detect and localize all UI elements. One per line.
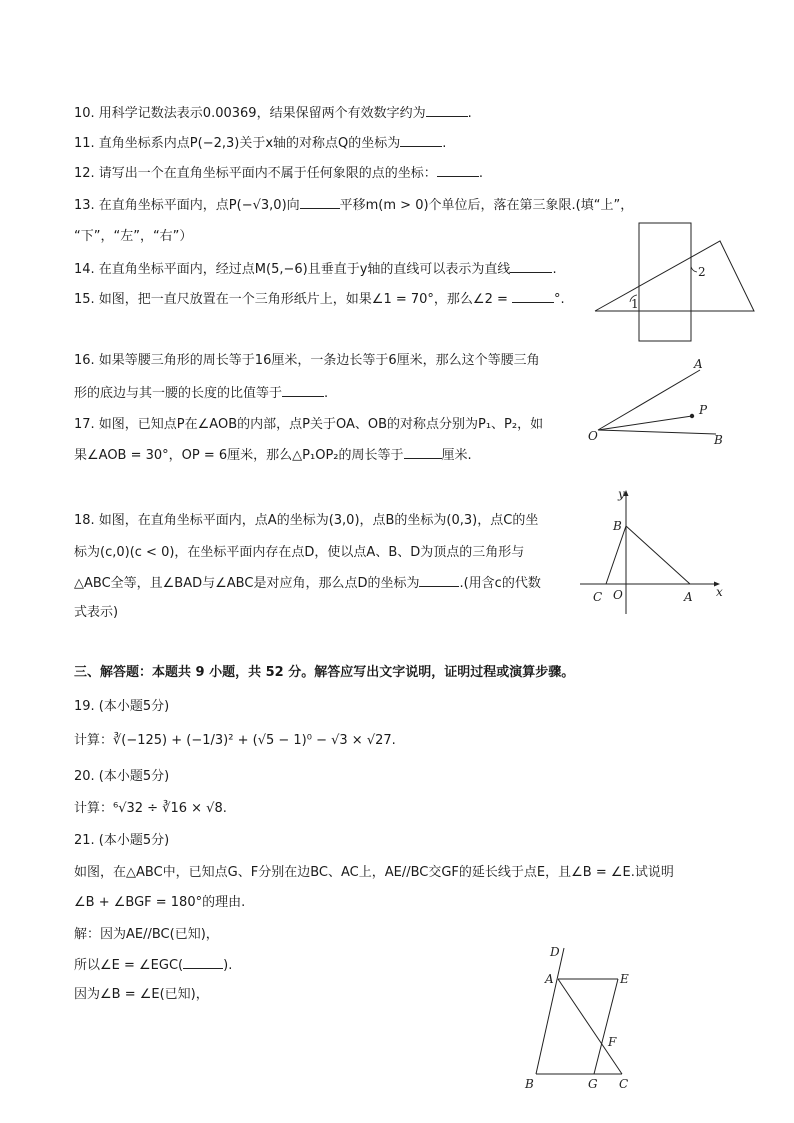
question-18-cont-1: 标为(c,0)(c < 0)，在坐标平面内存在点D，使以点A、B、D为顶点的三角形与 (74, 545, 525, 560)
question-16 (74, 352, 540, 370)
section-3-heading: 三、解答题：本题共 9 小题，共 52 分。解答应写出文字说明，证明过程或演算步骤。 (74, 665, 575, 680)
question-17-cont: 果∠AOB = 30°，OP = 6厘米，那么△P₁OP₂的周长等于 厘米. (74, 448, 472, 463)
answer-blank[interactable] (404, 446, 442, 459)
label-y: y (618, 487, 625, 501)
answer-blank[interactable] (419, 574, 459, 587)
label-b: B (525, 1077, 534, 1091)
question-15-text: 15. 如图，把一直尺放置在一个三角形纸片上，如果∠1 = 70°，那么∠2 = (74, 292, 513, 307)
triangle-paper (595, 241, 754, 311)
answer-blank[interactable] (426, 104, 468, 117)
angle-2-arc (691, 264, 697, 272)
segment-op (598, 416, 692, 430)
label-b: B (613, 519, 622, 533)
answer-blank[interactable] (183, 956, 223, 969)
question-12-text: 12. 请写出一个在直角坐标平面内不属于任何象限的点的坐标： (74, 166, 437, 181)
question-14-text: 14. 在直角坐标平面内，经过点M(5,−6)且垂直于y轴的直线可以表示为直线 (74, 262, 511, 277)
label-d: D (550, 945, 560, 959)
question-20-heading: 20. (本小题5分) (74, 769, 170, 784)
triangle-abc (606, 526, 690, 584)
label-a: A (694, 357, 703, 371)
answer-blank[interactable] (510, 260, 552, 273)
label-o: O (613, 588, 623, 602)
question-18 (74, 512, 538, 530)
question-10-text: 10. 用科学记数法表示0.00369，结果保留两个有效数字约为 (74, 106, 426, 121)
figure-triangle-abc-parallel (522, 942, 642, 1092)
ray-ob (598, 430, 716, 434)
label-a: A (545, 972, 554, 986)
answer-blank[interactable] (300, 196, 340, 209)
label-b: B (714, 433, 723, 447)
angle-1-label: 1 (631, 297, 639, 311)
figure-coordinate-triangle (580, 486, 730, 621)
question-21-heading: 21. (本小题5分) (74, 833, 170, 848)
question-17 (74, 416, 543, 434)
label-g: G (588, 1077, 598, 1091)
question-21-step-1: 所以∠E = ∠EGC( ). (74, 958, 233, 973)
question-14: 14. 在直角坐标平面内，经过点M(5,−6)且垂直于y轴的直线可以表示为直线 . (74, 262, 557, 277)
question-21-text: 如图，在△ABC中，已知点G、F分别在边BC、AC上，AE//BC交GF的延长线于点E，且∠B = ∠E.试说明 (74, 865, 674, 880)
ray-oa (598, 370, 700, 430)
question-19-calc: 计算：∛(−125) + (−1/3)² + (√5 − 1)⁰ − √3 × √27. (74, 733, 396, 748)
question-11-text: 11. 直角坐标系内点P(−2,3)关于x轴的对称点Q的坐标为 (74, 136, 401, 151)
angle-2-label: 2 (698, 265, 706, 279)
question-10: 10. 用科学记数法表示0.00369，结果保留两个有效数字约为 . (74, 106, 472, 121)
question-16-text: 16. 如果等腰三角形的周长等于16厘米，一条边长等于6厘米，那么这个等腰三角 (74, 353, 540, 368)
segment-ac (558, 979, 622, 1074)
label-e: E (620, 972, 629, 986)
answer-blank[interactable] (437, 164, 479, 177)
question-11: 11. 直角坐标系内点P(−2,3)关于x轴的对称点Q的坐标为 . (74, 136, 447, 151)
label-f: F (608, 1035, 617, 1049)
label-c: C (593, 590, 603, 604)
question-21-step-2: 因为∠B = ∠E(已知)， (74, 987, 209, 1002)
question-17-text: 17. 如图，已知点P在∠AOB的内部，点P关于OA、OB的对称点分别为P₁、P₂，如 (74, 417, 544, 432)
question-21-text-cont: ∠B + ∠BGF = 180°的理由. (74, 895, 246, 910)
line-db (536, 948, 564, 1074)
figure-ruler-triangle (590, 222, 760, 342)
label-o: O (588, 429, 598, 443)
answer-blank[interactable] (512, 290, 554, 303)
question-16-cont: 形的底边与其一腰的长度的比值等于 . (74, 386, 329, 401)
question-15: 15. 如图，把一直尺放置在一个三角形纸片上，如果∠1 = 70°，那么∠2 = °. (74, 292, 565, 307)
question-13-text: 13. 在直角坐标平面内，点P(−√3,0)向 (74, 198, 300, 213)
question-12: 12. 请写出一个在直角坐标平面内不属于任何象限的点的坐标： . (74, 166, 483, 181)
figure-angle-aob (588, 356, 728, 446)
label-p: P (699, 403, 708, 417)
answer-blank[interactable] (282, 384, 324, 397)
question-18-cont-2: △ABC全等，且∠BAD与∠ABC是对应角，那么点D的坐标为 .(用含c的代数 (74, 576, 541, 591)
label-c: C (619, 1077, 629, 1091)
question-13: 13. 在直角坐标平面内，点P(−√3,0)向 平移m(m > 0)个单位后，落在第三象限.(填“上”， (74, 198, 634, 213)
question-13-cont: “下”，“左”，“右”） (74, 229, 193, 244)
segment-eg (594, 979, 618, 1074)
point-p (690, 414, 694, 418)
answer-blank[interactable] (400, 134, 442, 147)
question-18-text: 18. 如图，在直角坐标平面内，点A的坐标为(3,0)，点B的坐标为(0,3)，点C的坐 (74, 513, 539, 528)
question-19-heading: 19. (本小题5分) (74, 699, 170, 714)
question-18-cont-3: 式表示) (74, 605, 119, 620)
label-a: A (684, 590, 693, 604)
label-x: x (716, 585, 723, 599)
question-21-solution: 解：因为AE//BC(已知)， (74, 927, 219, 942)
question-20-calc: 计算：⁶√32 ÷ ∛16 × √8. (74, 801, 227, 816)
